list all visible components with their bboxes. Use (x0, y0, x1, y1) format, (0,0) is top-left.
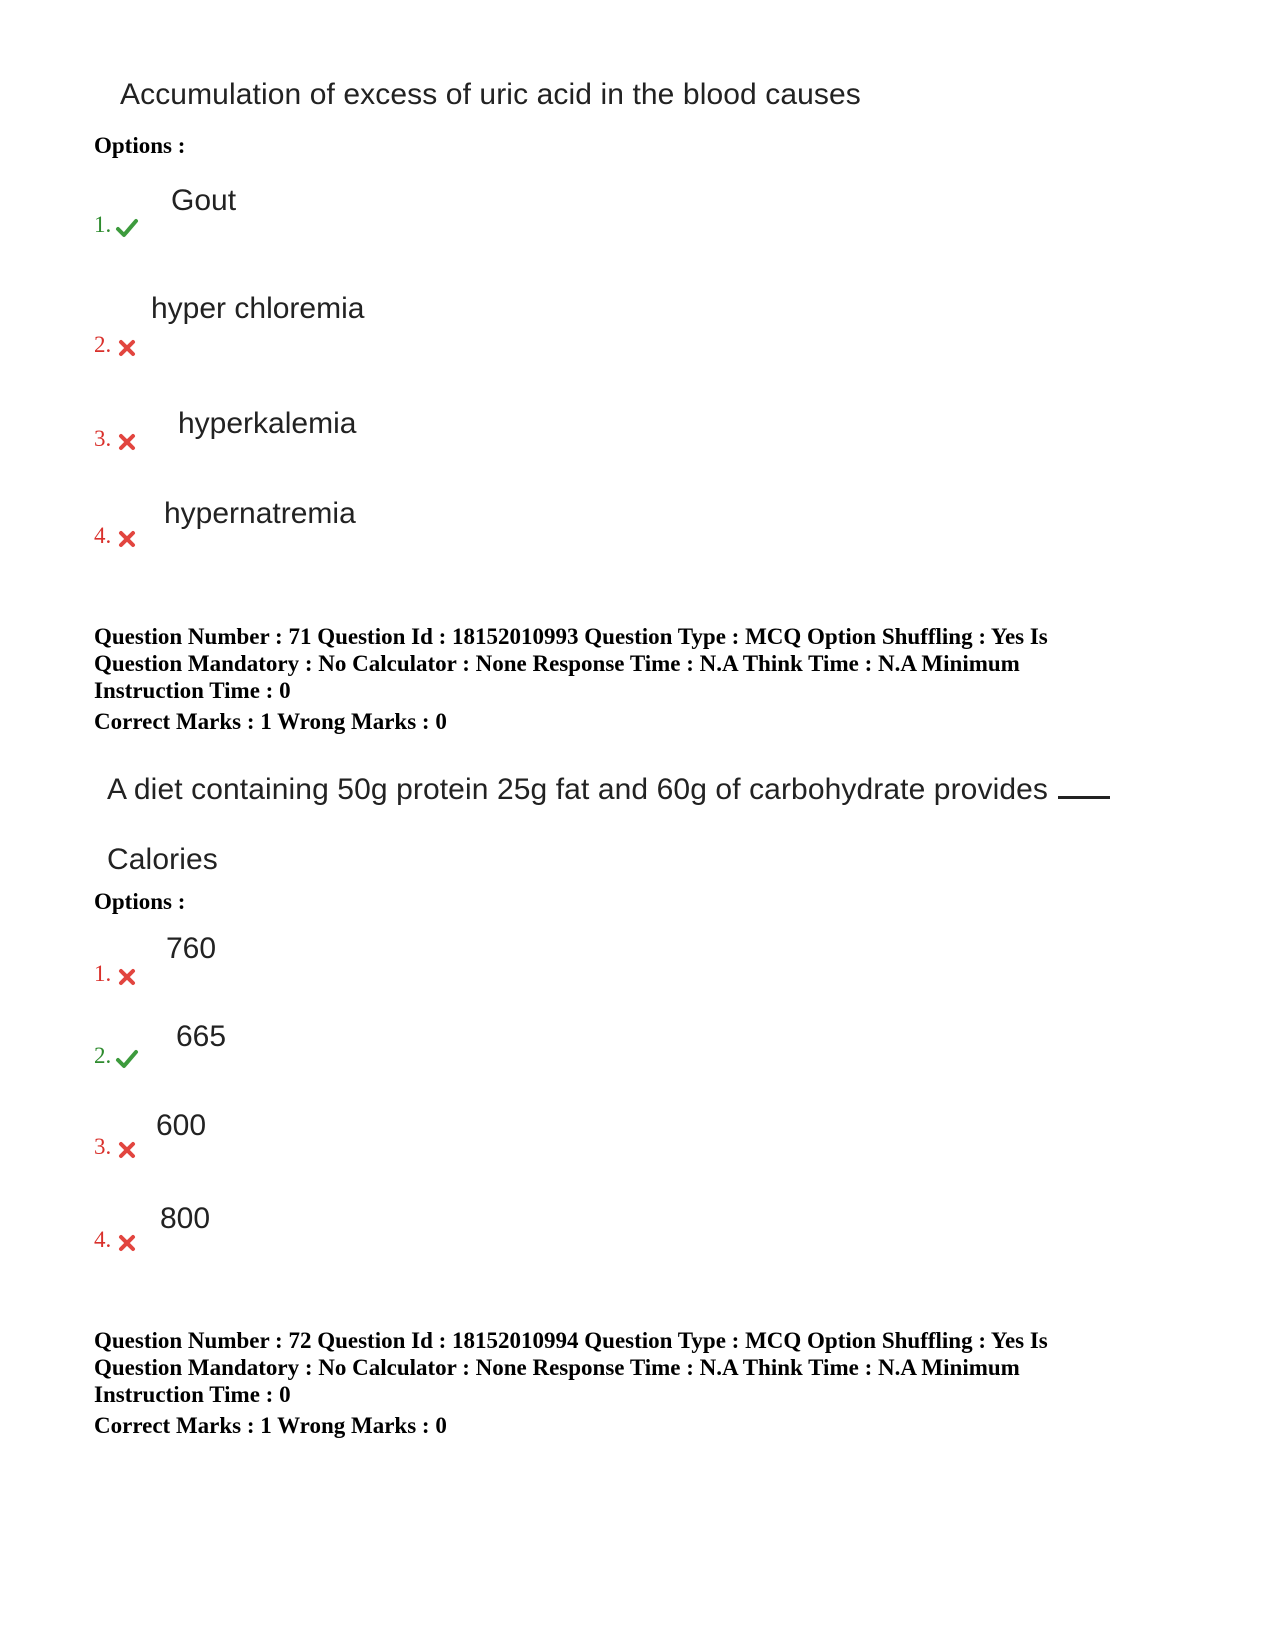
options-label: Options : (94, 889, 186, 914)
option-marker (94, 1134, 139, 1162)
option-marker (94, 523, 139, 551)
option-number: 2. (94, 332, 112, 357)
check-icon (115, 1047, 139, 1071)
meta-line: Instruction Time : 0 (94, 1382, 291, 1407)
marks-line: Correct Marks : 1 Wrong Marks : 0 (94, 709, 447, 734)
question-meta (94, 1327, 1048, 1408)
answer-blank (1058, 772, 1110, 799)
meta-line: Question Number : 71 Question Id : 18152010993 Question Type : MCQ Option Shuffling : Yes Is (94, 624, 1048, 649)
option-text: 665 (176, 1020, 227, 1053)
check-icon (115, 216, 139, 240)
cross-icon (115, 336, 139, 360)
option-text: 760 (166, 932, 217, 965)
option-marker (94, 1227, 139, 1255)
question-text (107, 772, 1110, 807)
option-number: 3. (94, 1134, 112, 1159)
cross-icon (115, 430, 139, 454)
question-text-line: A diet containing 50g protein 25g fat and 60g of carbohydrate provides (107, 773, 1048, 806)
cross-icon (115, 1231, 139, 1255)
option-number: 4. (94, 523, 112, 548)
meta-line: Question Mandatory : No Calculator : None Response Time : N.A Think Time : N.A Minimum (94, 1355, 1020, 1380)
option-text: hyper chloremia (151, 292, 365, 325)
option-marker (94, 1043, 139, 1071)
option-text: 800 (160, 1202, 211, 1235)
meta-line: Question Number : 72 Question Id : 18152010994 Question Type : MCQ Option Shuffling : Yes Is (94, 1328, 1048, 1353)
option-marker (94, 212, 139, 240)
option-text: hypernatremia (164, 497, 356, 530)
option-text: Gout (171, 184, 237, 217)
option-marker (94, 332, 139, 360)
question-meta (94, 623, 1048, 704)
option-number: 3. (94, 426, 112, 451)
option-number: 4. (94, 1227, 112, 1252)
cross-icon (115, 965, 139, 989)
option-number: 1. (94, 212, 112, 237)
cross-icon (115, 1138, 139, 1162)
cross-icon (115, 527, 139, 551)
option-marker (94, 961, 139, 989)
option-text: 600 (156, 1109, 207, 1142)
question-text: Accumulation of excess of uric acid in the blood causes (120, 78, 861, 111)
option-number: 1. (94, 961, 112, 986)
option-text: hyperkalemia (178, 407, 357, 440)
option-marker (94, 426, 139, 454)
question-text-line: Calories (107, 843, 218, 876)
marks-line: Correct Marks : 1 Wrong Marks : 0 (94, 1413, 447, 1438)
meta-line: Question Mandatory : No Calculator : None Response Time : N.A Think Time : N.A Minimum (94, 651, 1020, 676)
options-label: Options : (94, 133, 186, 158)
meta-line: Instruction Time : 0 (94, 678, 291, 703)
option-number: 2. (94, 1043, 112, 1068)
